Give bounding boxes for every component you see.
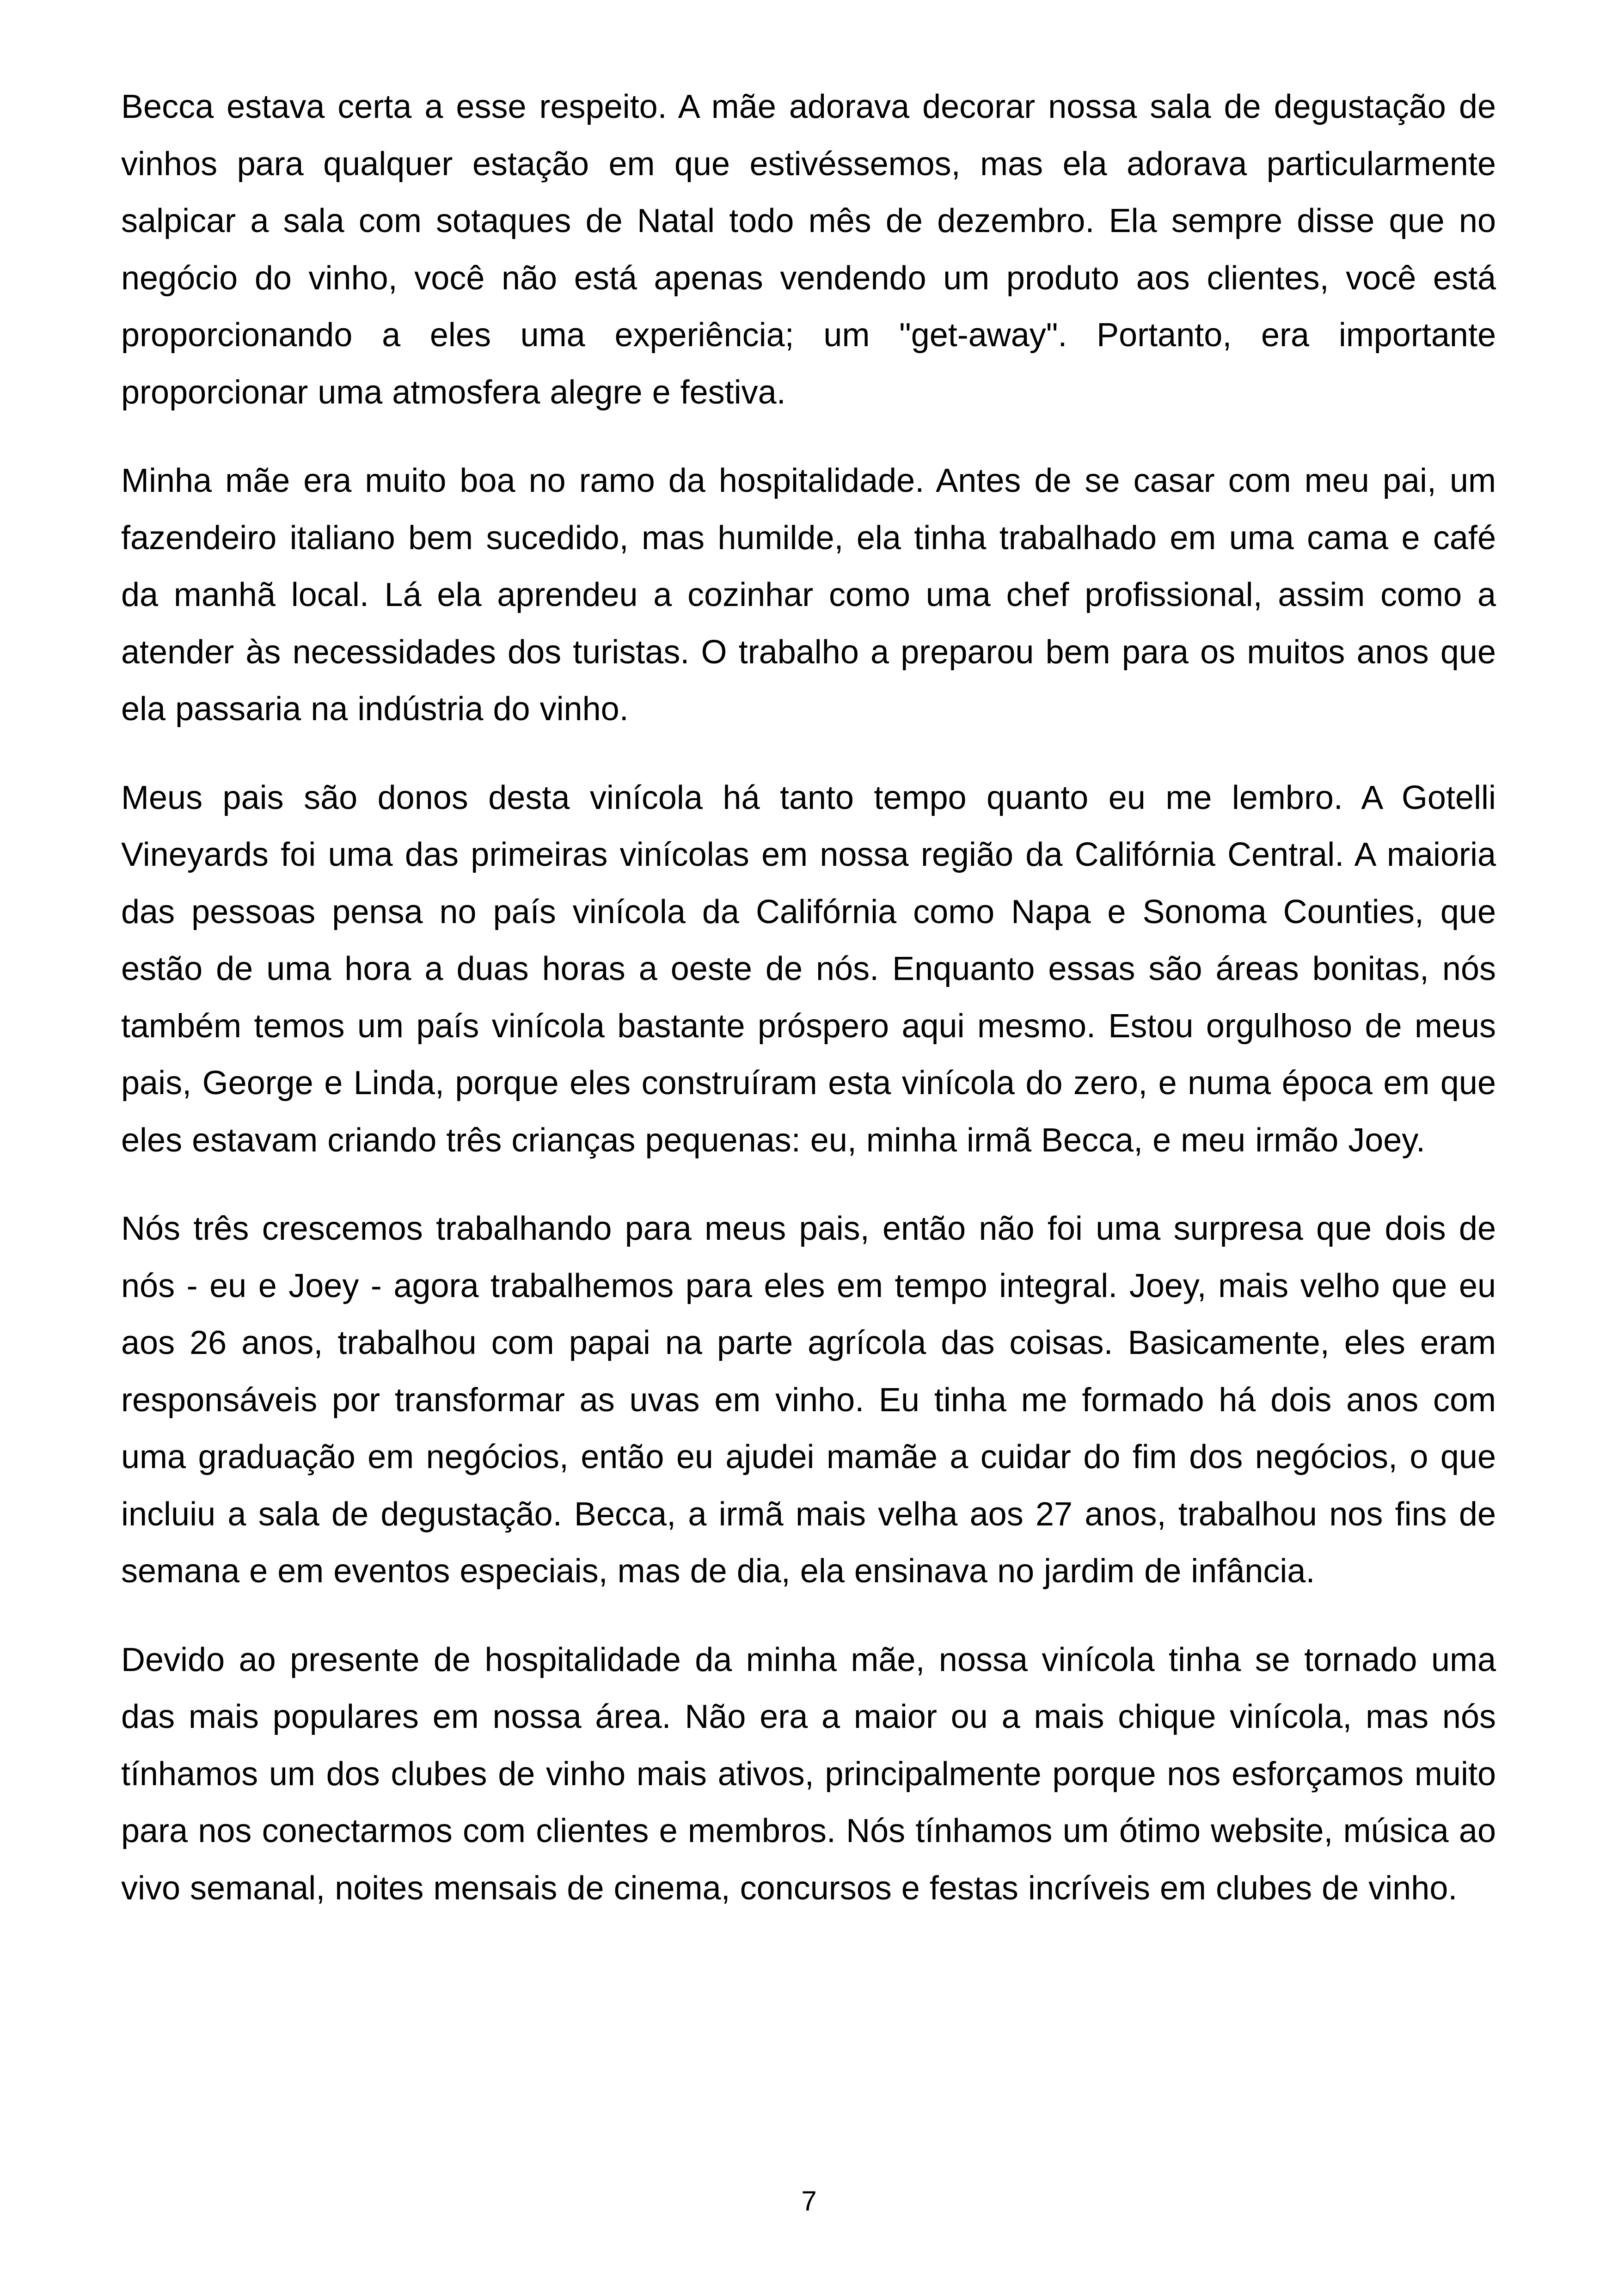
page-number: 7 xyxy=(801,2186,817,2216)
paragraph-4: Nós três crescemos trabalhando para meus pais, então não foi uma surpresa que dois de nós - eu e Joey - agora trabalhemos para eles em tempo integral. Joey, mais velho que eu aos 26 anos, trabalhou com papai na parte agrícola das coisas. Basicamente, eles eram responsáveis por transformar as uvas em vinho. Eu tinha me formado há dois anos com uma graduação em negócios, então eu ajudei mamãe a cuidar do fim dos negócios, o que incluiu a sala de degustação. Becca, a irmã mais velha aos 27 anos, trabalhou nos fins de semana e em eventos especiais, mas de dia, ela ensinava no jardim de infância. xyxy=(121,1210,1496,1590)
paragraph-5: Devido ao presente de hospitalidade da minha mãe, nossa vinícola tinha se tornado uma das mais populares em nossa área. Não era a maior ou a mais chique vinícola, mas nós tínhamos um dos clubes de vinho mais ativos, principalmente porque nos esforçamos muito para nos conectarmos com clientes e membros. Nós tínhamos um ótimo website, música ao vivo semanal, noites mensais de cinema, concursos e festas incríveis em clubes de vinho. xyxy=(121,1641,1496,1907)
body-text xyxy=(121,79,1496,1948)
paragraph-2: Minha mãe era muito boa no ramo da hospitalidade. Antes de se casar com meu pai, um fazendeiro italiano bem sucedido, mas humilde, ela tinha trabalhado em uma cama e café da manhã local. Lá ela aprendeu a cozinhar como uma chef profissional, assim como a atender às necessidades dos turistas. O trabalho a preparou bem para os muitos anos que ela passaria na indústria do vinho. xyxy=(121,462,1496,728)
paragraph-1: Becca estava certa a esse respeito. A mãe adorava decorar nossa sala de degustação de vinhos para qualquer estação em que estivéssemos, mas ela adorava particularmente salpicar a sala com sotaques de Natal todo mês de dezembro. Ela sempre disse que no negócio do vinho, você não está apenas vendendo um produto aos clientes, você está proporcionando a eles uma experiência; um "get-away". Portanto, era importante proporcionar uma atmosfera alegre e festiva. xyxy=(121,88,1496,411)
paragraph-3: Meus pais são donos desta vinícola há tanto tempo quanto eu me lembro. A Gotelli Vineyards foi uma das primeiras vinícolas em nossa região da Califórnia Central. A maioria das pessoas pensa no país vinícola da Califórnia como Napa e Sonoma Counties, que estão de uma hora a duas horas a oeste de nós. Enquanto essas são áreas bonitas, nós também temos um país vinícola bastante próspero aqui mesmo. Estou orgulhoso de meus pais, George e Linda, porque eles construíram esta vinícola do zero, e numa época em que eles estavam criando três crianças pequenas: eu, minha irmã Becca, e meu irmão Joey. xyxy=(121,779,1496,1159)
